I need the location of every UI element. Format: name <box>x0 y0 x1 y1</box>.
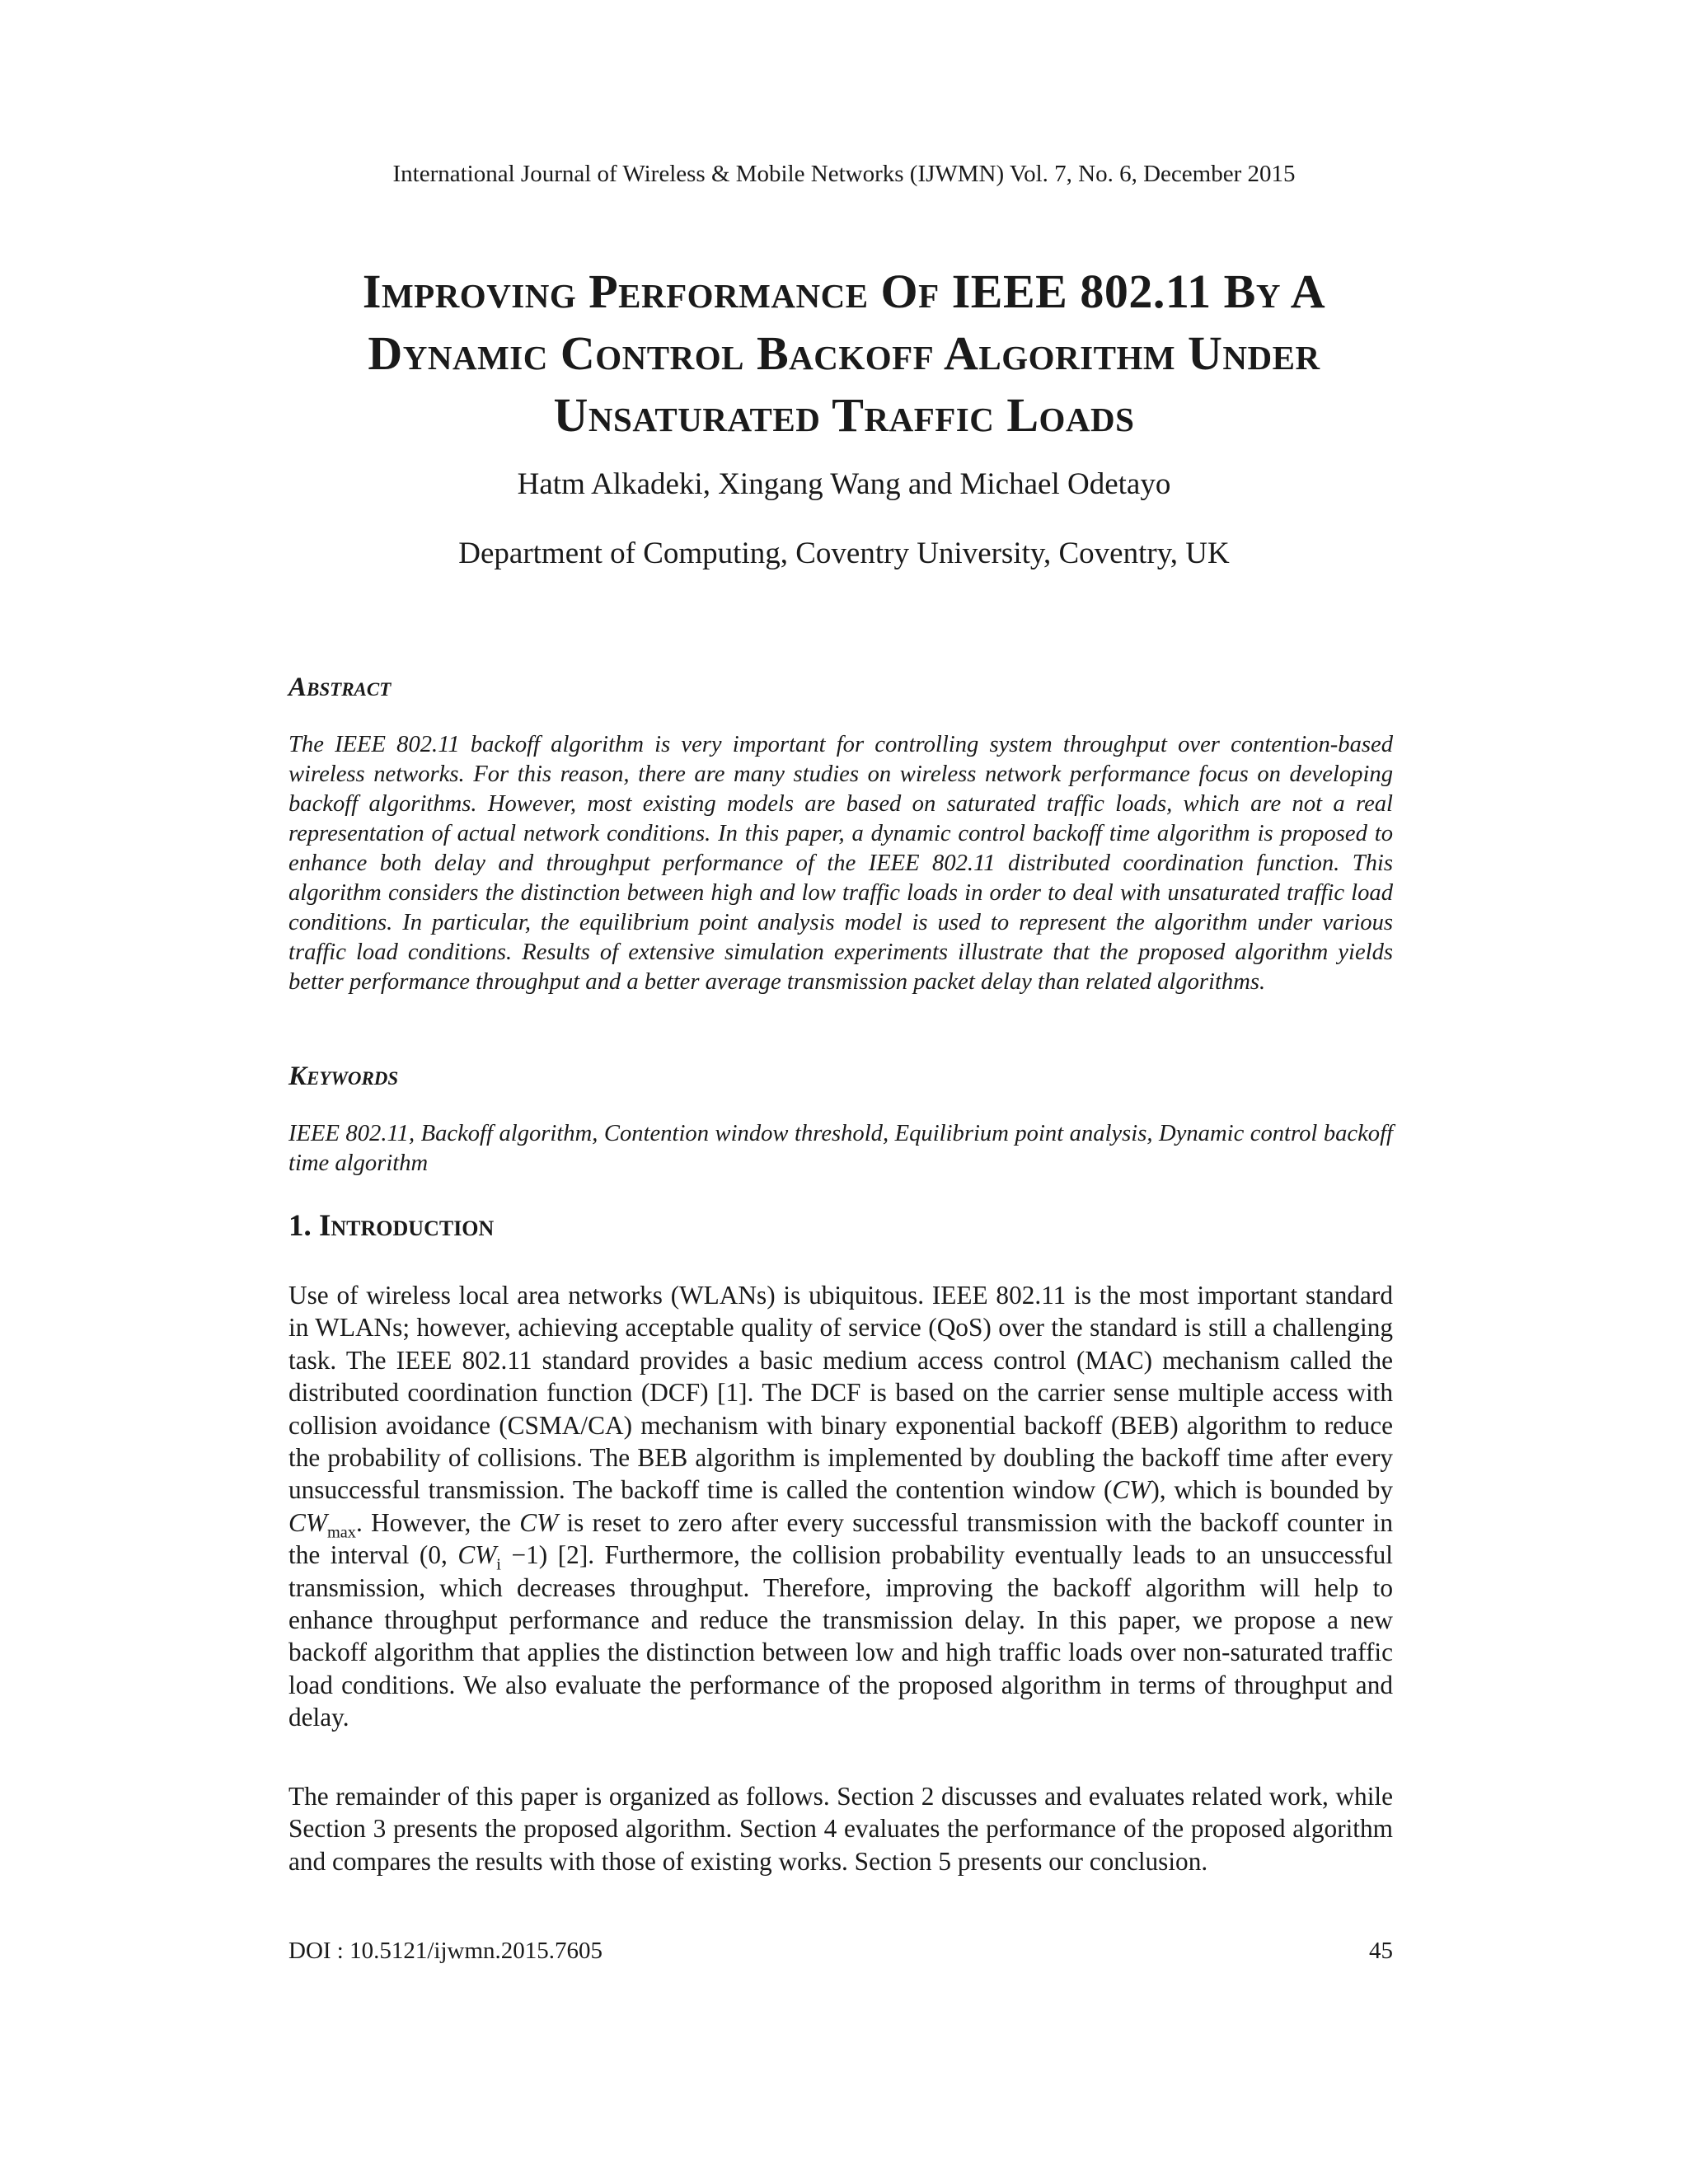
page-number: 45 <box>1369 1938 1393 1964</box>
author-list: Hatm Alkadeki, Xingang Wang and Michael Odetayo <box>517 467 1171 501</box>
intro-p1-max-subscript: max <box>326 1523 356 1542</box>
intro-p1-cw: CW <box>1112 1475 1151 1505</box>
journal-header: International Journal of Wireless & Mobile Networks (IJWMN) Vol. 7, No. 6, December 2015 <box>392 161 1296 187</box>
title-line-1: Improving Performance Of IEEE 802.11 By A <box>362 265 1326 318</box>
introduction-paragraph-1 <box>288 1279 1393 1734</box>
author-affiliation: Department of Computing, Coventry University, Coventry, UK <box>458 537 1230 570</box>
intro-p1-cwmax: CW <box>288 1507 327 1537</box>
intro-p1-part-d: is reset to zero after every successful transmission with the backoff counter in the interval (0, <box>288 1507 1393 1570</box>
abstract-heading: Abstract <box>288 673 392 702</box>
abstract-text: The IEEE 802.11 backoff algorithm is very important for controlling system throughput over contention-based wireless networks. For this reason, there are many studies on wireless network performance focus on developing backoff algorithms. However, most existing models are based on saturated traffic loads, which are not a real representation of actual network conditions. In this paper, a dynamic control backoff time algorithm is proposed to enhance both delay and throughput performance of the IEEE 802.11 distributed coordination function. This algorithm considers the distinction between high and low traffic loads in order to deal with unsaturated traffic load conditions. In particular, the equilibrium point analysis model is used to represent the algorithm under various traffic load conditions. Results of extensive simulation experiments illustrate that the proposed algorithm yields better performance throughput and a better average transmission packet delay than related algorithms. <box>288 732 1393 995</box>
keywords-heading: Keywords <box>288 1062 399 1091</box>
title-line-3: Unsaturated Traffic Loads <box>553 388 1135 442</box>
intro-p1-part-b: ), which is bounded by <box>1151 1475 1394 1505</box>
introduction-paragraph-2: The remainder of this paper is organized as follows. Section 2 discusses and evaluates related work, while Section 3 presents the proposed algorithm. Section 4 evaluates the performance of the proposed algorithm and compares the results with those of existing works. Section 5 presents our conclusion. <box>288 1782 1393 1876</box>
keywords-text: IEEE 802.11, Backoff algorithm, Contention window threshold, Equilibrium point analysis, Dynamic control backoff time algorithm <box>288 1121 1393 1176</box>
introduction-heading: 1. Introduction <box>288 1209 495 1243</box>
footer-doi: DOI : 10.5121/ijwmn.2015.7605 <box>288 1938 603 1964</box>
intro-p1-part-a: Use of wireless local area networks (WLANs) is ubiquitous. IEEE 802.11 is the most important standard in WLANs; however, achieving acceptable quality of service (QoS) over the standard is still a challenging task. The IEEE 802.11 standard provides a basic medium access control (MAC) mechanism called the distributed coordination function (DCF) [1]. The DCF is based on the carrier sense multiple access with collision avoidance (CSMA/CA) mechanism with binary exponential backoff (BEB) algorithm to reduce the probability of collisions. The BEB algorithm is implemented by doubling the backoff time after every unsuccessful transmission. The backoff time is called the contention window ( <box>288 1281 1393 1505</box>
intro-p1-cw-second: CW <box>519 1507 559 1537</box>
intro-p1-part-c: . However, the <box>355 1507 520 1537</box>
intro-p1-i-subscript: i <box>496 1555 501 1574</box>
title-line-2: Dynamic Control Backoff Algorithm Under <box>368 326 1320 380</box>
intro-p1-cwi: CW <box>457 1540 497 1570</box>
paper-title <box>165 260 1523 446</box>
intro-p1-part-e: −1) [2]. Furthermore, the collision probability eventually leads to an unsuccessful transmission, which decreases throughput. Therefore, improving the backoff algorithm will help to enhance throughput performance and reduce the transmission delay. In this paper, we propose a new backoff algorithm that applies the distinction between low and high traffic loads over non-saturated traffic load conditions. We also evaluate the performance of the proposed algorithm in terms of throughput and delay. <box>288 1540 1393 1732</box>
